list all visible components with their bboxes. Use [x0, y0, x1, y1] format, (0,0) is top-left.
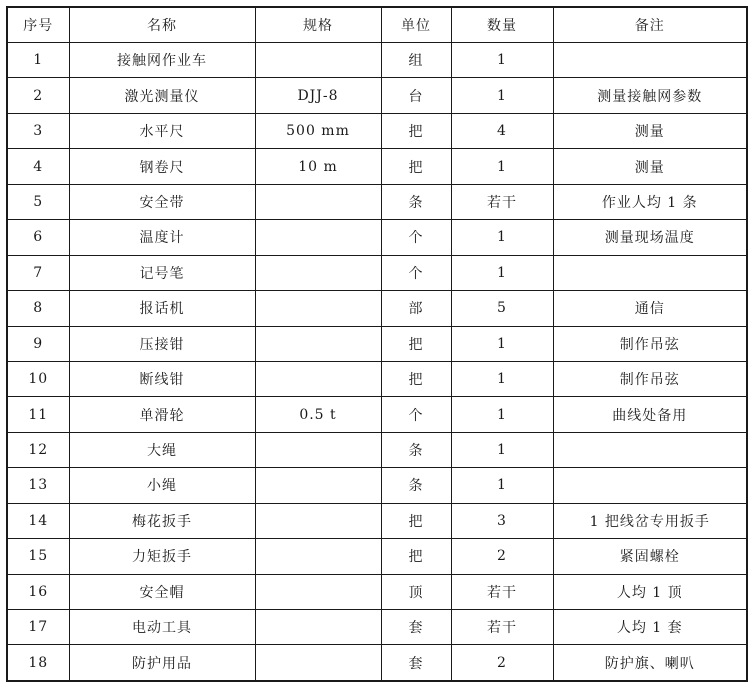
cell-name: 小绳 [69, 468, 255, 503]
cell-name: 记号笔 [69, 255, 255, 290]
cell-qty: 1 [451, 43, 553, 78]
header-qty: 数量 [451, 7, 553, 43]
table-body [7, 43, 747, 682]
cell-name: 安全帽 [69, 574, 255, 609]
cell-note: 曲线处备用 [553, 397, 747, 432]
cell-unit: 组 [381, 43, 451, 78]
cell-note: 制作吊弦 [553, 326, 747, 361]
cell-unit: 把 [381, 503, 451, 538]
cell-qty: 1 [451, 326, 553, 361]
cell-note: 紧固螺栓 [553, 539, 747, 574]
cell-unit: 套 [381, 610, 451, 645]
cell-no: 5 [7, 184, 69, 219]
cell-no: 8 [7, 291, 69, 326]
table-row [7, 361, 747, 396]
cell-no: 15 [7, 539, 69, 574]
cell-unit: 把 [381, 113, 451, 148]
cell-note: 测量接触网参数 [553, 78, 747, 113]
cell-note: 1 把线岔专用扳手 [553, 503, 747, 538]
cell-no: 16 [7, 574, 69, 609]
cell-unit: 台 [381, 78, 451, 113]
cell-note: 防护旗、喇叭 [553, 645, 747, 681]
cell-qty: 1 [451, 361, 553, 396]
cell-spec: 0.5 t [255, 397, 381, 432]
table-row [7, 43, 747, 78]
cell-name: 电动工具 [69, 610, 255, 645]
cell-qty: 若干 [451, 574, 553, 609]
cell-spec [255, 184, 381, 219]
cell-name: 断线钳 [69, 361, 255, 396]
cell-qty: 若干 [451, 184, 553, 219]
cell-spec [255, 610, 381, 645]
cell-spec [255, 645, 381, 681]
table-row [7, 468, 747, 503]
cell-spec: 10 m [255, 149, 381, 184]
cell-no: 1 [7, 43, 69, 78]
table-row [7, 574, 747, 609]
header-spec: 规格 [255, 7, 381, 43]
cell-spec [255, 539, 381, 574]
cell-spec [255, 574, 381, 609]
cell-name: 大绳 [69, 432, 255, 467]
header-note: 备注 [553, 7, 747, 43]
cell-qty: 1 [451, 397, 553, 432]
cell-note: 制作吊弦 [553, 361, 747, 396]
cell-name: 力矩扳手 [69, 539, 255, 574]
cell-no: 18 [7, 645, 69, 681]
cell-spec [255, 432, 381, 467]
cell-unit: 条 [381, 184, 451, 219]
cell-unit: 个 [381, 397, 451, 432]
cell-note [553, 468, 747, 503]
cell-note: 人均 1 顶 [553, 574, 747, 609]
table-row [7, 291, 747, 326]
cell-note: 作业人均 1 条 [553, 184, 747, 219]
cell-no: 14 [7, 503, 69, 538]
cell-note [553, 255, 747, 290]
cell-name: 水平尺 [69, 113, 255, 148]
cell-qty: 1 [451, 468, 553, 503]
cell-spec [255, 255, 381, 290]
cell-spec [255, 291, 381, 326]
table-row [7, 539, 747, 574]
cell-unit: 部 [381, 291, 451, 326]
cell-name: 报话机 [69, 291, 255, 326]
cell-no: 4 [7, 149, 69, 184]
cell-qty: 2 [451, 645, 553, 681]
cell-no: 11 [7, 397, 69, 432]
cell-name: 激光测量仪 [69, 78, 255, 113]
table-row [7, 255, 747, 290]
cell-spec: 500 mm [255, 113, 381, 148]
cell-name: 接触网作业车 [69, 43, 255, 78]
cell-note: 测量 [553, 149, 747, 184]
cell-spec [255, 468, 381, 503]
cell-name: 压接钳 [69, 326, 255, 361]
cell-note: 测量现场温度 [553, 220, 747, 255]
table-row [7, 610, 747, 645]
cell-unit: 把 [381, 149, 451, 184]
cell-unit: 把 [381, 539, 451, 574]
cell-qty: 1 [451, 220, 553, 255]
cell-name: 钢卷尺 [69, 149, 255, 184]
cell-spec [255, 43, 381, 78]
cell-unit: 把 [381, 326, 451, 361]
cell-spec [255, 220, 381, 255]
header-unit: 单位 [381, 7, 451, 43]
cell-unit: 条 [381, 432, 451, 467]
cell-no: 7 [7, 255, 69, 290]
cell-qty: 1 [451, 78, 553, 113]
cell-no: 9 [7, 326, 69, 361]
table-row [7, 220, 747, 255]
cell-qty: 若干 [451, 610, 553, 645]
cell-qty: 2 [451, 539, 553, 574]
table-header [7, 7, 747, 43]
cell-name: 安全带 [69, 184, 255, 219]
cell-no: 17 [7, 610, 69, 645]
header-row [7, 7, 747, 43]
tools-table [6, 6, 748, 682]
table-row [7, 149, 747, 184]
cell-no: 12 [7, 432, 69, 467]
cell-qty: 1 [451, 149, 553, 184]
cell-unit: 把 [381, 361, 451, 396]
cell-name: 防护用品 [69, 645, 255, 681]
table-row [7, 326, 747, 361]
cell-no: 10 [7, 361, 69, 396]
cell-qty: 5 [451, 291, 553, 326]
cell-no: 3 [7, 113, 69, 148]
cell-note [553, 43, 747, 78]
cell-spec [255, 503, 381, 538]
cell-spec: DJJ-8 [255, 78, 381, 113]
cell-unit: 顶 [381, 574, 451, 609]
cell-unit: 套 [381, 645, 451, 681]
cell-spec [255, 361, 381, 396]
table-row [7, 78, 747, 113]
table-row [7, 184, 747, 219]
cell-spec [255, 326, 381, 361]
cell-name: 单滑轮 [69, 397, 255, 432]
cell-qty: 1 [451, 255, 553, 290]
cell-unit: 个 [381, 220, 451, 255]
header-no: 序号 [7, 7, 69, 43]
cell-qty: 3 [451, 503, 553, 538]
cell-no: 13 [7, 468, 69, 503]
cell-no: 6 [7, 220, 69, 255]
cell-name: 温度计 [69, 220, 255, 255]
cell-unit: 条 [381, 468, 451, 503]
cell-note: 人均 1 套 [553, 610, 747, 645]
cell-qty: 4 [451, 113, 553, 148]
cell-unit: 个 [381, 255, 451, 290]
table-row [7, 397, 747, 432]
cell-no: 2 [7, 78, 69, 113]
table-row [7, 503, 747, 538]
cell-qty: 1 [451, 432, 553, 467]
cell-note: 通信 [553, 291, 747, 326]
cell-note: 测量 [553, 113, 747, 148]
table-row [7, 645, 747, 681]
cell-name: 梅花扳手 [69, 503, 255, 538]
table-row [7, 432, 747, 467]
cell-note [553, 432, 747, 467]
table-row [7, 113, 747, 148]
header-name: 名称 [69, 7, 255, 43]
